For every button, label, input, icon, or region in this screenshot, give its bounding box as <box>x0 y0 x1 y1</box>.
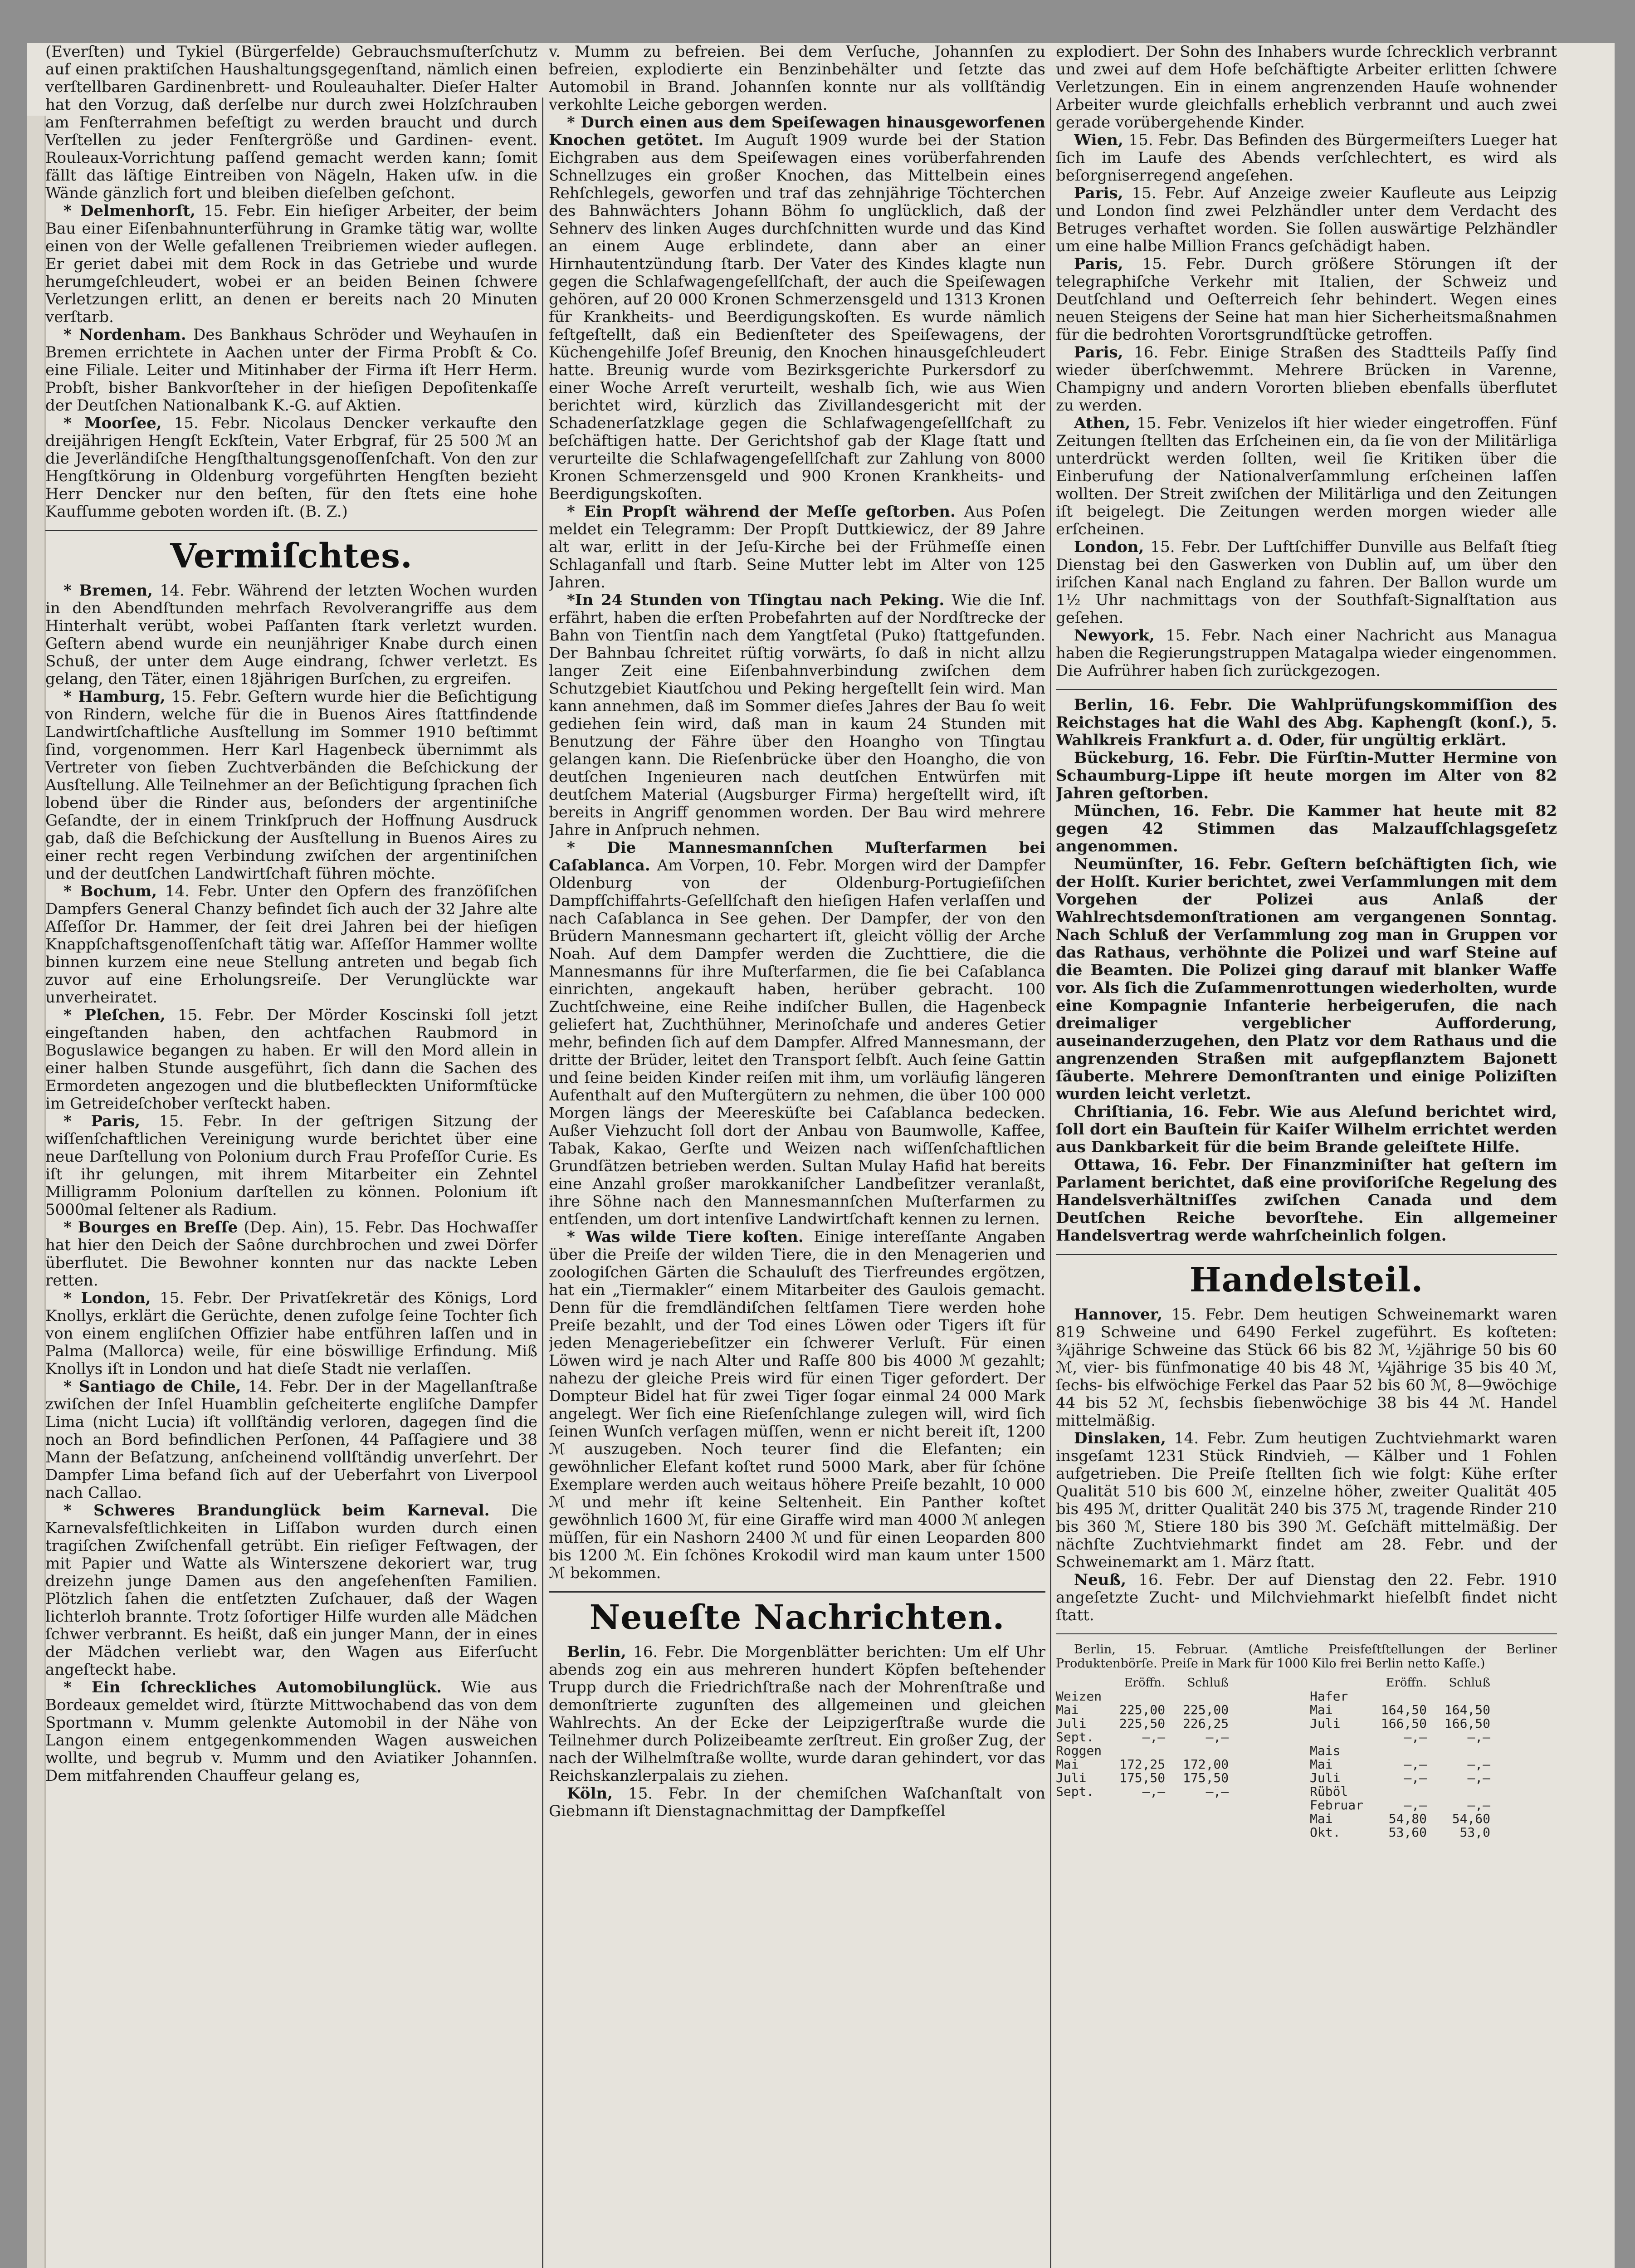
header-close: Schluß <box>1187 1676 1229 1690</box>
column-2 <box>549 43 1045 2268</box>
header-open: Eröffn. <box>1386 1676 1427 1690</box>
header-open: Eröffn. <box>1124 1676 1166 1690</box>
dateline: * Nordenham. <box>63 326 186 344</box>
table-row <box>1056 1730 1233 1744</box>
article: * London, 15. Febr. Der Privatſekretär des Königs, Lord Knollys, erklärt die Gerüchte, denen zufolge ſeine Tochter ſich von einem engliſchen Offizier habe entführen laſſen und in Palma (Mallorca) weile, für eine böswillige Erfindung. Miß Knollys iſt in London und hat dieſe Stadt nie verlaſſen. <box>45 1289 537 1378</box>
cell-label: Weizen <box>1056 1689 1102 1704</box>
cell-close: 172,00 <box>1183 1757 1229 1772</box>
grain-price-table <box>1056 1676 1557 1840</box>
cell-close: —,— <box>1206 1784 1229 1799</box>
cell-open: 53,60 <box>1388 1825 1427 1840</box>
section-title: Vermiſchtes. <box>170 537 413 576</box>
headline: * Was wilde Tiere koſten. <box>567 1228 804 1246</box>
column-1 <box>45 43 537 2268</box>
cell-open <box>1106 1690 1170 1703</box>
dateline: Wien, <box>1074 131 1123 149</box>
cell-close: 226,25 <box>1183 1716 1229 1731</box>
table-row <box>1310 1826 1495 1839</box>
column-rule <box>1050 98 1051 2268</box>
cell-close: —,— <box>1467 1770 1491 1785</box>
cell-open: 175,50 <box>1119 1770 1166 1785</box>
headline: * Schweres Brandunglück beim Karneval. <box>63 1501 490 1520</box>
column-rule <box>542 98 543 2268</box>
cell-label: Mai <box>1056 1757 1079 1772</box>
article: * Bourges en Breſſe (Dep. Ain), 15. Febr. Das Hochwaſſer hat hier den Deich der Saône durchbrochen und zwei Dörfer überflutet. Die Bewohner konnten nur das nackte Leben retten. <box>45 1218 537 1290</box>
dateline: * Moorſee, <box>63 414 162 432</box>
headline: * Ein Propſt während der Meſſe geſtorben. <box>567 503 956 521</box>
article: * Nordenham. Des Bankhaus Schröder und Weyhauſen in Bremen errichtete in Aachen unter der Firma Probſt & Co. eine Filiale. Leiter und Mitinhaber der Firma iſt Herr Herm. Probſt, bisher Bankvorſteher in der hieſigen Depoſitenkaſſe der Deutſchen Nationalbank K.-G. auf Aktien. <box>45 326 537 415</box>
table-row <box>1056 1703 1233 1717</box>
table-row <box>1056 1690 1233 1703</box>
headline: * Durch einen aus dem Speiſewagen hinausgeworfenen Knochen getötet. <box>549 113 1045 149</box>
headline: *In 24 Stunden von Tſingtau nach Peking. <box>567 591 945 609</box>
cell-label: Mais <box>1310 1743 1341 1758</box>
table-row <box>1056 1758 1233 1771</box>
price-table-left <box>1056 1676 1233 1799</box>
dateline: * Bourges en Breſſe <box>63 1218 238 1237</box>
article-text: (Everſten) und Tykiel (Bürgerfelde) Gebrauchsmuſterſchutz auf einen praktiſchen Haushaltungsgegenſtand, nämlich einen verſtellbaren Gardinenbrett- und Rouleauhalter. Dieſer Halter hat den Vorzug, daß derſelbe nur durch zwei Holzſchrauben am Fenſterrahmen befeſtigt zu werden braucht und durch Verſtellen zu jeder Fenſtergröße und Gardinen- event. Rouleaux-Vorrichtung paſſend gemacht werden kann; ſomit fällt das läſtige Eintreiben von Nägeln, Haken uſw. in die Wände gänzlich fort und bleiben dieſelben geſchont. <box>45 43 537 202</box>
article: Dinslaken, 14. Febr. Zum heutigen Zuchtviehmarkt waren insgeſamt 1231 Stück Rindvieh, — Kälber und 1 Fohlen aufgetrieben. Die Preiſe ſtellten ſich wie folgt: Kühe erſter Qualität 510 bis 600 ℳ, einzelne höher, zweiter Qualität 405 bis 495 ℳ, dritter Qualität 240 bis 375 ℳ, tragende Rinder 210 bis 360 ℳ, Stiere 180 bis 390 ℳ. Geſchäft mittelmäßig. Der nächſte Zuchtviehmarkt findet am 28. Febr. und der Schweinemarkt am 1. März ſtatt. <box>1056 1429 1557 1571</box>
article: * Was wilde Tiere koſten. Einige intereſſante Angaben über die Preiſe der wilden Tiere, die in den Menagerien und zoologiſchen Gärten die Schauluſt des Tierfreundes ergötzen, hat ein „Tiermakler“ einem Mitarbeiter des Gaulois gemacht. Denn für die fremdländiſchen ſeltſamen Tiere werden hohe Preiſe bezahlt, und der Tod eines Löwen oder Tigers iſt für jeden Menageriebeſitzer ein ſchwerer Verluſt. Für einen Löwen wird je nach Alter und Raſſe 800 bis 4000 ℳ gezahlt; nahezu der gleiche Preis wird für einen Tiger gefordert. Der Dompteur Bidel hat für zwei Tiger ſogar einmal 24 000 Mark angelegt. Wer ſich eine Rieſenſchlange zulegen will, wird ſich ſeinen Wunſch verſagen müſſen, wenn er nicht bereit iſt, 1200 ℳ auszugeben. Noch teurer ſind die Elefanten; ein gewöhnlicher Elefant koſtet rund 5000 Mark, aber für ſchöne Exemplare werden auch weitaus höhere Preiſe bezahlt, 10 000 ℳ und mehr iſt keine Seltenheit. Ein Panther koſtet gewöhnlich 1600 ℳ, für eine Giraffe wird man 4000 ℳ anlegen müſſen, für ein Nashorn 2400 ℳ und für einen Leoparden 800 bis 1200 ℳ. Ein ſchönes Krokodil wird man kaum unter 1500 ℳ bekommen. <box>549 1228 1045 1582</box>
dateline: Berlin, <box>567 1643 626 1661</box>
cell-close: 54,60 <box>1452 1811 1491 1826</box>
article: * Delmenhorſt, 15. Febr. Ein hieſiger Arbeiter, der beim Bau einer Eiſenbahnunterführung in Gramke tätig war, wollte einen von der Welle gefallenen Treibriemen wieder auflegen. Er geriet dabei mit dem Rock in das Getriebe und wurde herumgeſchleudert, wobei er an beiden Beinen ſchwere Verletzungen erlitt, an denen er bereits nach 20 Minuten verſtarb. <box>45 202 537 326</box>
section-divider <box>45 530 537 531</box>
dateline: Neuß, <box>1074 1571 1127 1589</box>
dateline: * Hamburg, <box>63 688 166 706</box>
cell-label: Juli <box>1310 1770 1341 1785</box>
header-blank <box>1056 1676 1106 1690</box>
article: * Ein ſchreckliches Automobilunglück. Wie aus Bordeaux gemeldet wird, ſtürzte Mittwochabend das von dem Sportmann v. Mumm gelenkte Automobil in der Nähe von Langon einem entgegenkommenden Wagen ausweichen wollte, und begrub v. Mumm und den Aviatiker Johannſen. Dem mitfahrenden Chauffeur gelang es, <box>45 1678 537 1785</box>
cell-close: 164,50 <box>1444 1702 1491 1717</box>
article: * Durch einen aus dem Speiſewagen hinausgeworfenen Knochen getötet. Im Auguſt 1909 wurde bei der Station Eichgraben aus dem Speiſewagen eines vorüberfahrenden Schnellzuges ein großer Knochen, das Mittelbein eines Rehſchlegels, geworfen und traf das zehnjährige Töchterchen des Bahnwächters Johann Böhm ſo unglücklich, daß der Sehnerv des linken Auges durchſchnitten wurde und das Kind an einem Auge erblindete, dann aber an einer Hirnhautentzündung ſtarb. Der Vater des Kindes klagte nun gegen die Schlafwagengeſellſchaft, der auch die Speiſewagen gehören, auf 20 000 Kronen Schmerzensgeld und 1313 Kronen für Krankheits- und Beerdigungskoſten. Es wurde nämlich feſtgeſtellt, daß ein Bedienſteter des Speiſewagens, der Küchengehilfe Joſef Breunig, den Knochen hinausgeſchleudert hatte. Breunig wurde vom Bezirksgerichte Purkersdorf zu einer Woche Arreſt verurteilt, weshalb ſich, wie aus Wien berichtet wird, kürzlich das Zivillandesgericht mit der Schadenerſatzklage gegen die Schlafwagengeſellſchaft zu beſchäftigen hatte. Der Gerichtshof gab der Klage ſtatt und verurteilte die Schlafwagengeſellſchaft zur Zahlung von 8000 Kronen Schmerzensgeld und 900 Kronen Krankheits- und Beerdigungskoſten. <box>549 113 1045 503</box>
cell-close <box>1170 1690 1233 1703</box>
article-text: explodiert. Der Sohn des Inhabers wurde ſchrecklich verbrannt und zwei auf dem Hofe beſchäftigte Arbeiter erlitten ſchwere Verletzungen. Ein in einem angrenzenden Hauſe wohnender Arbeiter wurde gleichfalls erheblich verbrannt und auch zwei gerade vorübergehende Kinder. <box>1056 43 1557 132</box>
cell-close: —,— <box>1467 1798 1491 1813</box>
cell-label <box>1310 1730 1368 1744</box>
article: * Santiago de Chile, 14. Febr. Der in der Magellanſtraße zwiſchen der Inſel Huamblin geſcheiterte engliſche Dampfer Lima (nicht Lucia) iſt vollſtändig verloren, dagegen ſind die noch an Bord befindlichen Perſonen, 44 Paſſagiere und 38 Mann der Beſatzung, anſcheinend vollſtändig unverſehrt. Der Dampfer Lima befand ſich auf der Ueberfahrt von Liverpool nach Callao. <box>45 1378 537 1502</box>
dateline: * London, <box>63 1289 151 1307</box>
cell-close <box>1431 1744 1495 1758</box>
dateline: London, <box>1074 538 1144 556</box>
telegram: Berlin, 16. Febr. Die Wahlprüfungskommiſſion des Reichstages hat die Wahl des Abg. Kaphengſt (konſ.), 5. Wahlkreis Frankfurt a. d. Oder, für ungültig erklärt. <box>1056 696 1557 749</box>
cell-label: Sept. <box>1056 1784 1094 1799</box>
divider <box>1056 689 1557 690</box>
cell-open <box>1368 1690 1431 1703</box>
cell-close: —,— <box>1467 1757 1491 1772</box>
table-row <box>1310 1771 1495 1785</box>
article: *In 24 Stunden von Tſingtau nach Peking. Wie die Inf. erfährt, haben die erſten Probefahrten auf der Nordſtrecke der Bahn von Tientſin nach dem Yangtſetal (Puko) ſtattgefunden. Der Bahnbau ſchreitet rüſtig vorwärts, ſo daß in nicht allzu langer Zeit eine Eiſenbahnverbindung zwiſchen dem Schutzgebiet Kiautſchou und Peking hergeſtellt ſein wird. Man kann annehmen, daß im Sommer dieſes Jahres der Bau ſo weit gediehen ſein wird, daß man in kaum 24 Stunden mit Benutzung der Fähre über den Hoangho von Tſingtau gelangen kann. Die Rieſenbrücke über den Hoangho, die von deutſchen Ingenieuren nach deutſchen Entwürfen mit deutſchem Material (Augsburger Firma) hergeſtellt wird, iſt bereits in Angriff genommen worden. Der Bau wird mehrere Jahre in Anſpruch nehmen. <box>549 591 1045 839</box>
article: * Moorſee, 15. Febr. Nicolaus Dencker verkaufte den dreijährigen Hengſt Eckſtein, Vater Erbgraf, für 25 500 ℳ an die Jeverländiſche Hengſthaltungsgenoſſenſchaft. Von den zur Hengſtkörung in Oldenburg vorgeführten Hengſten bezieht Herr Dencker nur den beſten, für den ſtets eine hohe Kaufſumme geboten worden iſt. (B. Z.) <box>45 414 537 521</box>
article: * Ein Propſt während der Meſſe geſtorben. Aus Poſen meldet ein Telegramm: Der Propſt Duttkiewicz, der 89 Jahre alt war, erlitt in der Jeſu-Kirche bei der Frühmeſſe einen Schlaganfall und ſtarb. Seine Mutter lebt im Alter von 125 Jahren. <box>549 503 1045 591</box>
article-text: v. Mumm zu befreien. Bei dem Verſuche, Johannſen zu befreien, explodierte ein Benzinbehälter und ſetzte das Automobil in Brand. Johannſen konnte nur als vollſtändig verkohlte Leiche geborgen werden. <box>549 43 1045 114</box>
section-divider <box>549 1591 1045 1593</box>
cell-label: Okt. <box>1310 1825 1341 1840</box>
telegram: Ottawa, 16. Febr. Der Finanzminiſter hat geſtern im Parlament berichtet, daß eine proviſoriſche Regelung des Handelsverhältniſſes zwiſchen Canada und dem Deutſchen Reiche bevorſtehe. Ein allgemeiner Handelsvertrag werde wahrſcheinlich folgen. <box>1056 1156 1557 1245</box>
header-blank <box>1310 1676 1368 1690</box>
table-header <box>1056 1676 1233 1690</box>
article: * Pleſchen, 15. Febr. Der Mörder Koscinski ſoll jetzt eingeſtanden haben, den achtfachen Raubmord in Boguslawice begangen zu haben. Er will den Mord allein in einer halben Stunde ausgeführt, ſich dann die Sachen des Ermordeten angezogen und die blutbefleckten Uniformſtücke im Getreideſchober verſteckt haben. <box>45 1006 537 1113</box>
cell-label: Mai <box>1310 1702 1333 1717</box>
dateline: Köln, <box>567 1784 613 1803</box>
adjacent-page-edge <box>27 116 46 2268</box>
cell-label: Mai <box>1310 1811 1333 1826</box>
telegram: München, 16. Febr. Die Kammer hat heute mit 82 gegen 42 Stimmen das Malzaufſchlagsgeſetz angenommen. <box>1056 802 1557 855</box>
article: * Bremen, 14. Febr. Während der letzten Wochen wurden in den Abendſtunden mehrfach Revolverangriffe aus dem Hinterhalt verübt, wobei Paſſanten ſtark verletzt wurden. Geſtern abend wurde ein neunjähriger Knabe durch einen Schuß, der unter dem Auge eindrang, ſchwer verletzt. Es gelang, den Täter, einen 18jährigen Burſchen, zu ergreifen. <box>45 582 537 688</box>
article: London, 15. Febr. Der Luftſchiffer Dunville aus Belfaſt ſtieg Dienstag bei den Gaswerken von Dublin auf, um über den iriſchen Kanal nach England zu fahren. Der Ballon wurde um 1½ Uhr nachmittags von der Southfaſt-Signalſtation aus geſehen. <box>1056 538 1557 627</box>
article: Newyork, 15. Febr. Nach einer Nachricht aus Managua haben die Regierungstruppen Matagalpa wieder eingenommen. Die Aufrührer haben ſich zurückgezogen. <box>1056 626 1557 680</box>
cell-label: Februar <box>1310 1798 1364 1813</box>
article: Paris, 15. Febr. Durch größere Störungen iſt der telegraphiſche Verkehr mit Italien, der Schweiz und Deutſchland und Oeſterreich ſehr behindert. Wegen eines neuen Steigens der Seine hat man hier Sicherheitsmaßnahmen für die bedrohten Vorortsgrundſtücke getroffen. <box>1056 255 1557 344</box>
table-row <box>1056 1771 1233 1785</box>
cell-open: 54,80 <box>1388 1811 1427 1826</box>
cell-open <box>1368 1785 1431 1799</box>
cell-label: Juli <box>1310 1716 1341 1731</box>
cell-open: —,— <box>1404 1757 1427 1772</box>
price-table-right <box>1310 1676 1495 1839</box>
table-row <box>1310 1785 1495 1799</box>
cell-open: 225,00 <box>1119 1702 1166 1717</box>
divider <box>1056 1633 1557 1634</box>
cell-label: Juli <box>1056 1770 1087 1785</box>
telegram: Neumünſter, 16. Febr. Geſtern beſchäftigten ſich, wie der Holſt. Kurier berichtet, zwei Verſammlungen mit dem Vorgehen der Polizei aus Anlaß der Wahlrechtsdemonſtrationen am vergangenen Sonntag. Nach Schluß der Verſammlung zog man in Gruppen vor das Rathaus, verhöhnte die Polizei und warf Steine auf die Beamten. Die Polizei ging darauf mit blanker Waffe vor. Als ſich die Zuſammenrottungen wiederholten, wurde eine Kompagnie Infanterie herbeigerufen, die nach dreimaliger vergeblicher Aufforderung, auseinanderzugehen, den Platz vor dem Rathaus und die angrenzenden Straßen mit aufgepflanztem Bajonett ſäuberte. Mehrere Demonſtranten und einige Poliziſten wurden leicht verletzt. <box>1056 855 1557 1103</box>
cell-open: —,— <box>1404 1770 1427 1785</box>
cell-open: 172,25 <box>1119 1757 1166 1772</box>
cell-close: 53,0 <box>1459 1825 1491 1840</box>
table-row <box>1310 1690 1495 1703</box>
cell-open: 225,50 <box>1119 1716 1166 1731</box>
table-row <box>1310 1744 1495 1758</box>
dateline: Paris, <box>1074 184 1123 202</box>
cell-open <box>1106 1744 1170 1758</box>
dateline: Athen, <box>1074 414 1131 432</box>
table-row <box>1056 1717 1233 1730</box>
cell-open: —,— <box>1142 1730 1166 1745</box>
cell-open: —,— <box>1404 1730 1427 1745</box>
cell-close <box>1170 1744 1233 1758</box>
newspaper-page <box>27 43 1615 2268</box>
cell-close: —,— <box>1467 1730 1491 1745</box>
dateline: Hannover, <box>1074 1305 1162 1324</box>
article: * Die Mannesmannſchen Muſterfarmen bei Caſablanca. Am Vorpen, 10. Febr. Morgen wird der Dampfer Oldenburg von der Oldenburg-Portugieſiſchen Dampfſchiffahrts-Geſellſchaft den hieſigen Hafen verlaſſen und nach Caſablanca in See gehen. Der Dampfer, der von den Brüdern Mannesmann gechartert iſt, gleicht völlig der Arche Noah. Auf dem Dampfer werden die Zuchttiere, die die Mannesmanns für ihre Muſterfarmen, die ſie bei Caſablanca einrichten, angekauft haben, herüber gebracht. 100 Zuchtſchweine, eine Reihe indiſcher Bullen, die Hagenbeck geliefert hat, Zuchthühner, Merinoſchafe und anderes Getier mehr, befinden ſich auf dem Dampfer. Alfred Mannesmann, der dritte der Brüder, leitet den Transport ſelbſt. Auch ſeine Gattin und ſeine beiden Kinder reiſen mit ihm, um vorläufig längeren Aufenthalt auf den Muſtergütern zu nehmen, die über 100 000 Morgen längs der Meeresküſte bei Caſablanca bedecken. Außer Viehzucht ſoll dort der Anbau von Baumwolle, Kaffee, Tabak, Kakao, Gerſte und Weizen nach wiſſenſchaftlichen Grundſätzen betrieben werden. Sultan Mulay Hafid hat bereits eine Anzahl großer marokkaniſcher Landbeſitzer veranlaßt, ihre Söhne nach den Mannesmannſchen Muſterfarmen zu entſenden, um dort intenſive Landwirtſchaft kennen zu lernen. <box>549 839 1045 1228</box>
cell-open: 166,50 <box>1381 1716 1427 1731</box>
dateline: Dinslaken, <box>1074 1429 1166 1447</box>
headline: * Ein ſchreckliches Automobilunglück. <box>63 1678 442 1696</box>
article: * Hamburg, 15. Febr. Geſtern wurde hier die Beſichtigung von Rindern, welche für die in Buenos Aires ſtattfindende Landwirtſchaftliche Ausſtellung im Sommer 1910 beſtimmt ſind, vorgenommen. Herr Karl Hagenbeck übernimmt als Vertreter von ſieben Zuchtverbänden die Beſchickung der Ausſtellung. Alle Teilnehmer an der Beſichtigung ſprachen ſich lobend über die Rinder aus, beſonders der argentiniſche Geſandte, der in einem Trinkſpruch der Hoffnung Ausdruck gab, daß die Beſchickung der Ausſtellung in Buenos Aires zu einer recht regen Verbindung zwiſchen der argentiniſchen und der deutſchen Landwirtſchaft führen möchte. <box>45 688 537 883</box>
column-3 <box>1056 43 1557 2268</box>
telegram: Chriſtiania, 16. Febr. Wie aus Aleſund berichtet wird, ſoll dort ein Bauſtein für Kaiſer Wilhelm errichtet werden aus Dankbarkeit für die beim Brande geleiſtete Hilfe. <box>1056 1103 1557 1156</box>
article: Paris, 15. Febr. Auf Anzeige zweier Kaufleute aus Leipzig und London ſind zwei Pelzhändler unter dem Verdacht des Betruges verhaftet worden. Sie ſollen auswärtige Pelzhändler um eine halbe Million Francs geſchädigt haben. <box>1056 184 1557 255</box>
table-row <box>1310 1730 1495 1744</box>
table-row <box>1310 1717 1495 1730</box>
article: Paris, 16. Febr. Einige Straßen des Stadtteils Paſſy ſind wieder überſchwemmt. Mehrere Brücken in Varenne, Champigny und andern Vororten blieben ebenfalls überflutet zu werden. <box>1056 343 1557 415</box>
article: Köln, 15. Febr. In der chemiſchen Waſchanſtalt von Giebmann iſt Dienstagnachmittag der Dampfkeſſel <box>549 1784 1045 1820</box>
section-title: Neueſte Nachrichten. <box>589 1598 1005 1637</box>
telegram: Bückeburg, 16. Febr. Die Fürſtin-Mutter Hermine von Schaumburg-Lippe iſt heute morgen im Alter von 82 Jahren geſtorben. <box>1056 749 1557 802</box>
dateline: Newyork, <box>1074 626 1155 645</box>
cell-label: Juli <box>1056 1716 1087 1731</box>
dateline: Paris, <box>1074 255 1123 273</box>
table-row <box>1056 1744 1233 1758</box>
table-row <box>1056 1785 1233 1799</box>
table-header <box>1310 1676 1495 1690</box>
dateline: * Santiago de Chile, <box>63 1378 241 1396</box>
article: * Bochum, 14. Febr. Unter den Opfern des franzöſiſchen Dampfers General Chanzy befindet ſich auch der 32 Jahre alte Aſſeſſor Dr. Hammer, der ſeit drei Jahren bei der hieſigen Knappſchaftsgenoſſenſchaft tätig war. Aſſeſſor Hammer wollte binnen kurzem eine neue Stellung antreten und begab ſich zuvor auf eine Erholungsreiſe. Der Verunglückte war unverheiratet. <box>45 882 537 1007</box>
article: Berlin, 16. Febr. Die Morgenblätter berichten: Um elf Uhr abends zog ein aus mehreren hundert Köpfen beſtehender Trupp durch die Friedrichſtraße nach der Mohrenſtraße und demonſtrierte zugunſten des allgemeinen und gleichen Wahlrechts. An der Ecke der Leipzigerſtraße wurde die Teilnehmer durch Polizeibeamte zerſtreut. Ein großer Zug, der nach der Wilhelmſtraße wollte, wurde daran gehindert, vor das Reichskanzlerpalais zu ziehen. <box>549 1643 1045 1785</box>
cell-label: Mai <box>1056 1702 1079 1717</box>
cell-close: 225,00 <box>1183 1702 1229 1717</box>
table-row <box>1310 1758 1495 1771</box>
cell-open: —,— <box>1142 1784 1166 1799</box>
table-row <box>1310 1799 1495 1812</box>
cell-close: 166,50 <box>1444 1716 1491 1731</box>
cell-label: Roggen <box>1056 1743 1102 1758</box>
dateline: * Paris, <box>63 1112 141 1130</box>
cell-label: Hafer <box>1310 1689 1348 1704</box>
article: Wien, 15. Febr. Das Befinden des Bürgermeiſters Lueger hat ſich im Laufe des Abends verſchlechtert, es wird als beſorgniserregend angeſehen. <box>1056 131 1557 185</box>
section-divider <box>1056 1254 1557 1255</box>
header-close: Schluß <box>1449 1676 1491 1690</box>
dateline: * Pleſchen, <box>63 1006 166 1024</box>
cell-close <box>1431 1785 1495 1799</box>
table-row <box>1310 1812 1495 1826</box>
dateline: * Bremen, <box>63 582 153 600</box>
headline: * Die Mannesmannſchen Muſterfarmen bei Caſablanca. <box>549 839 1045 875</box>
cell-label: Rüböl <box>1310 1784 1348 1799</box>
article: Athen, 15. Febr. Venizelos iſt hier wieder eingetroffen. Fünf Zeitungen ſtellten das Erſcheinen ein, da ſie von der Militärliga unterdrückt werden ſollten, weil ſie Kritiken über die Einberufung der Nationalverſammlung erſcheinen laſſen wollten. Der Streit zwiſchen der Militärliga und den Zeitungen iſt beigelegt. Die Zeitungen werden morgen wieder alle erſcheinen. <box>1056 414 1557 538</box>
dateline: * Bochum, <box>63 882 157 900</box>
section-title: Handelsteil. <box>1189 1261 1424 1300</box>
cell-label: Mai <box>1310 1757 1333 1772</box>
article: * Paris, 15. Febr. In der geſtrigen Sitzung der wiſſenſchaftlichen Vereinigung wurde berichtet über eine neue Darſtellung von Polonium durch Frau Profeſſor Curie. Es iſt ihr gelungen, mit ihrem Mitarbeiter ein Zehntel Milligramm Polonium darſtellen zu können. Polonium iſt 5000mal ſeltener als Radium. <box>45 1112 537 1219</box>
dateline: * Delmenhorſt, <box>63 202 195 220</box>
cell-close: 175,50 <box>1183 1770 1229 1785</box>
cell-close: —,— <box>1206 1730 1229 1745</box>
market-report-header: Berlin, 15. Februar. (Amtliche Preisfeſtſtellungen der Berliner Produktenbörſe. Preiſe in Mark für 1000 Kilo frei Berlin netto Kaſſe.) <box>1056 1642 1557 1671</box>
cell-open: 164,50 <box>1381 1702 1427 1717</box>
article: * Schweres Brandunglück beim Karneval. Die Karnevalsfeſtlichkeiten in Liſſabon wurden durch einen tragiſchen Zwiſchenfall getrübt. Ein rieſiger Feſtwagen, der mit Papier und Watte als Winterszene dekoriert war, trug dreizehn junge Damen aus den angeſehenſten Familien. Plötzlich ſahen die entſetzten Zuſchauer, daß der Wagen lichterloh brannte. Trotz ſofortiger Hilfe wurden alle Mädchen ſchwer verbrannt. Es heißt, daß ein junger Mann, der in eines der Mädchen verliebt war, den Wagen aus Eiferſucht angeſteckt habe. <box>45 1501 537 1679</box>
table-row <box>1310 1703 1495 1717</box>
article: Neuß, 16. Febr. Der auf Dienstag den 22. Febr. 1910 angeſetzte Zucht- und Milchviehmarkt hieſelbſt findet nicht ſtatt. <box>1056 1571 1557 1624</box>
cell-close <box>1431 1690 1495 1703</box>
cell-label: Sept. <box>1056 1730 1094 1745</box>
cell-open <box>1368 1744 1431 1758</box>
article: Hannover, 15. Febr. Dem heutigen Schweinemarkt waren 819 Schweine und 6490 Ferkel zugeführt. Es koſteten: ¾jährige Schweine das Stück 66 bis 82 ℳ, ½jährige 50 bis 60 ℳ, vier- bis fünfmonatige 40 bis 48 ℳ, ¼jährige 35 bis 40 ℳ, ſechs- bis elfwöchige Ferkel das Paar 52 bis 60 ℳ, 8—9wöchige 44 bis 52 ℳ, ſechsbis ſiebenwöchige 38 bis 44 ℳ. Handel mittelmäßig. <box>1056 1305 1557 1430</box>
cell-open: —,— <box>1404 1798 1427 1813</box>
dateline: Paris, <box>1074 343 1123 362</box>
